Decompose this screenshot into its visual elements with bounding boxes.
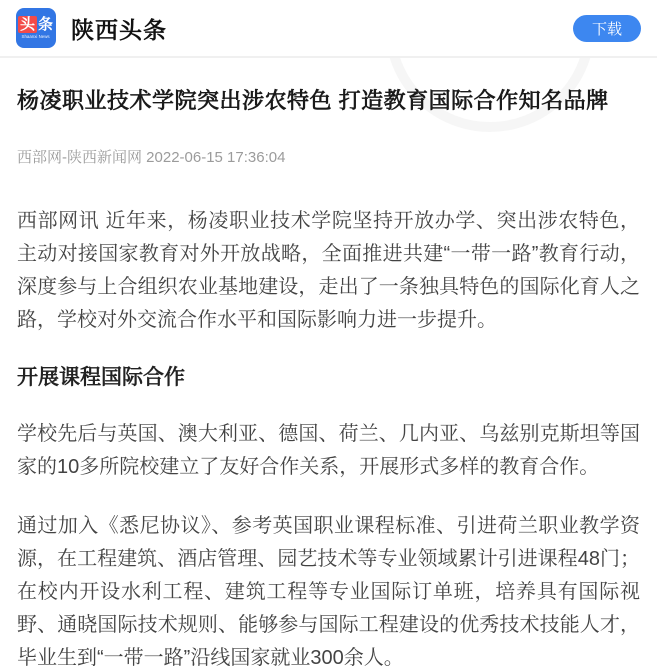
- logo-characters: [18, 16, 54, 33]
- logo-subtext: Shaanxi News: [21, 34, 51, 39]
- app-name: 陕西头条: [71, 17, 167, 43]
- download-button[interactable]: 下载: [573, 15, 641, 42]
- article-paragraph: 学校先后与英国、澳大利亚、德国、荷兰、几内亚、乌兹别克斯坦等国家的10多所院校建立了友好合作关系，开展形式多样的教育合作。: [17, 423, 640, 478]
- article-paragraph: 通过加入《悉尼协议》、参考英国职业课程标准、引进荷兰职业教学资源，在工程建筑、酒店管理、园艺技术等专业领域累计引进课程48门；在校内开设水利工程、建筑工程等专业国际订单班，培养具有国际视野、通晓国际技术规则、能够参与国际工程建设的优秀技术技能人才，毕业生到“一带一路”沿线国家就业300余人。: [17, 515, 640, 669]
- toutiao-logo-icon[interactable]: [16, 8, 56, 48]
- article-content: [0, 85, 657, 670]
- article-paragraph-intro: 西部网讯 近年来，杨凌职业技术学院坚持开放办学、突出涉农特色，主动对接国家教育对外开放战略，全面推进共建“一带一路”教育行动，深度参与上合组织农业基地建设，走出了一条独具特色的国际化育人之路，学校对外交流合作水平和国际影响力进一步提升。: [17, 210, 640, 331]
- article-title: 杨凌职业技术学院突出涉农特色 打造教育国际合作知名品牌: [17, 88, 609, 113]
- logo-char-white: 条: [38, 16, 54, 33]
- section-heading: 开展课程国际合作: [17, 366, 185, 389]
- article-meta: 西部网-陕西新闻网 2022-06-15 17:36:04: [17, 149, 286, 166]
- logo-char-red: 头: [19, 16, 35, 33]
- app-header: [0, 0, 657, 58]
